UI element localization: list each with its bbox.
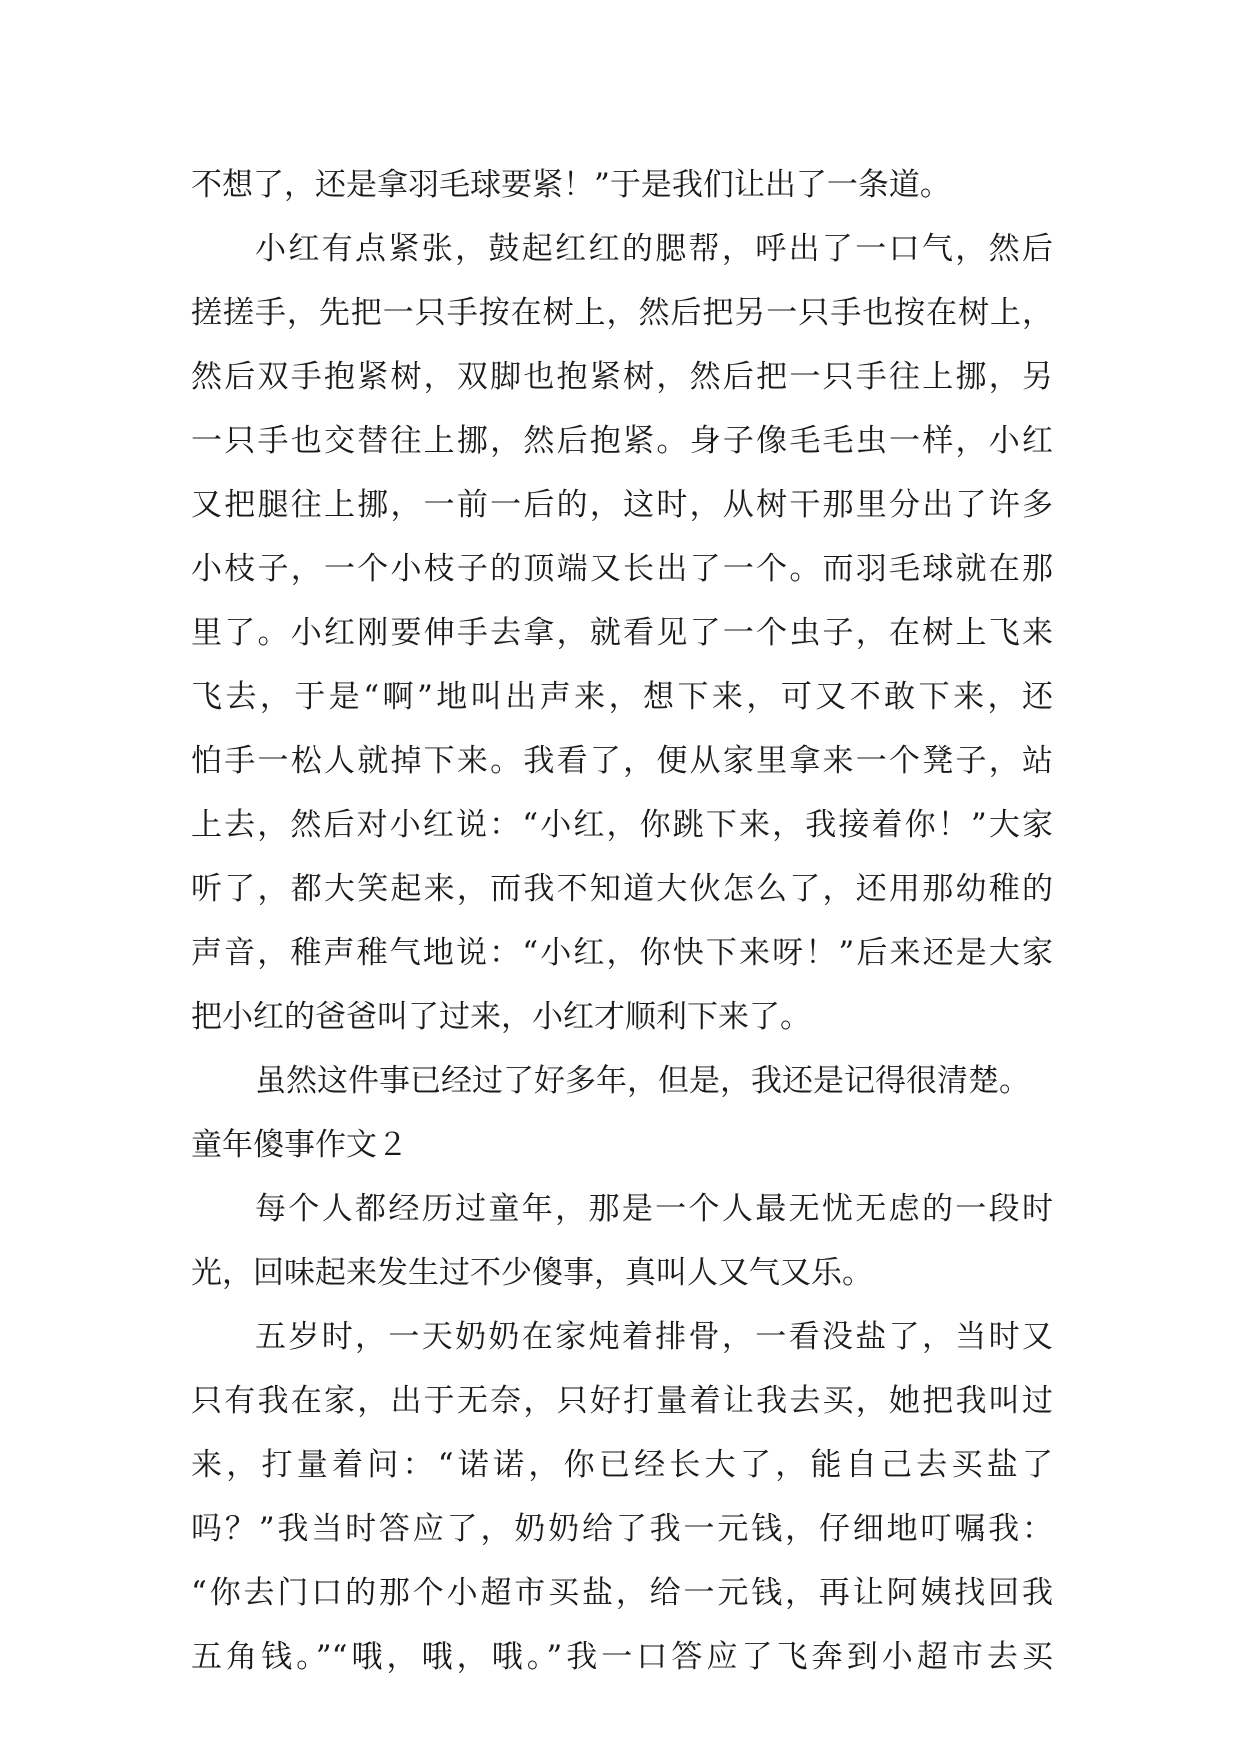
text-line: 听了，都大笑起来，而我不知道大伙怎么了，还用那幼稚的	[191, 871, 1053, 907]
text-line: 一只手也交替往上挪，然后抱紧。身子像毛毛虫一样，小红	[191, 423, 1053, 459]
text-line: 搓搓手，先把一只手按在树上，然后把另一只手也按在树上，	[191, 295, 1053, 331]
section-heading: 童年傻事作文２	[191, 1127, 408, 1163]
text-line: 把小红的爸爸叫了过来，小红才顺利下来了。	[191, 999, 811, 1035]
text-line: 飞去，于是“啊”地叫出声来，想下来，可又不敢下来，还	[191, 679, 1053, 715]
text-line: 怕手一松人就掉下来。我看了，便从家里拿来一个凳子，站	[191, 743, 1053, 779]
paragraph-start: 五岁时，一天奶奶在家炖着排骨，一看没盐了，当时又	[255, 1319, 1053, 1355]
text-line: 声音，稚声稚气地说：“小红，你快下来呀！”后来还是大家	[191, 935, 1053, 971]
paragraph-start: 每个人都经历过童年，那是一个人最无忧无虑的一段时	[255, 1191, 1053, 1227]
text-line: 吗？”我当时答应了，奶奶给了我一元钱，仔细地叮嘱我：	[191, 1511, 1053, 1547]
text-line: 只有我在家，出于无奈，只好打量着让我去买，她把我叫过	[191, 1383, 1053, 1419]
paragraph-start: 小红有点紧张，鼓起红红的腮帮，呼出了一口气，然后	[255, 231, 1053, 267]
text-line: 光，回味起来发生过不少傻事，真叫人又气又乐。	[191, 1255, 873, 1291]
essay-body	[191, 153, 1053, 1689]
text-line: 然后双手抱紧树，双脚也抱紧树，然后把一只手往上挪，另	[191, 359, 1053, 395]
text-line: 里了。小红刚要伸手去拿，就看见了一个虫子，在树上飞来	[191, 615, 1053, 651]
text-line: 上去，然后对小红说：“小红，你跳下来，我接着你！”大家	[191, 807, 1053, 843]
text-line: 不想了，还是拿羽毛球要紧！”于是我们让出了一条道。	[191, 167, 951, 203]
text-line: 小枝子，一个小枝子的顶端又长出了一个。而羽毛球就在那	[191, 551, 1053, 587]
text-line: “你去门口的那个小超市买盐，给一元钱，再让阿姨找回我	[191, 1575, 1053, 1611]
text-line: 又把腿往上挪，一前一后的，这时，从树干那里分出了许多	[191, 487, 1053, 523]
text-line: 来，打量着问：“诺诺，你已经长大了，能自己去买盐了	[191, 1447, 1053, 1483]
paragraph-start: 虽然这件事已经过了好多年，但是，我还是记得很清楚。	[255, 1063, 1030, 1099]
text-line: 五角钱。”“哦，哦，哦。”我一口答应了飞奔到小超市去买	[191, 1639, 1053, 1675]
